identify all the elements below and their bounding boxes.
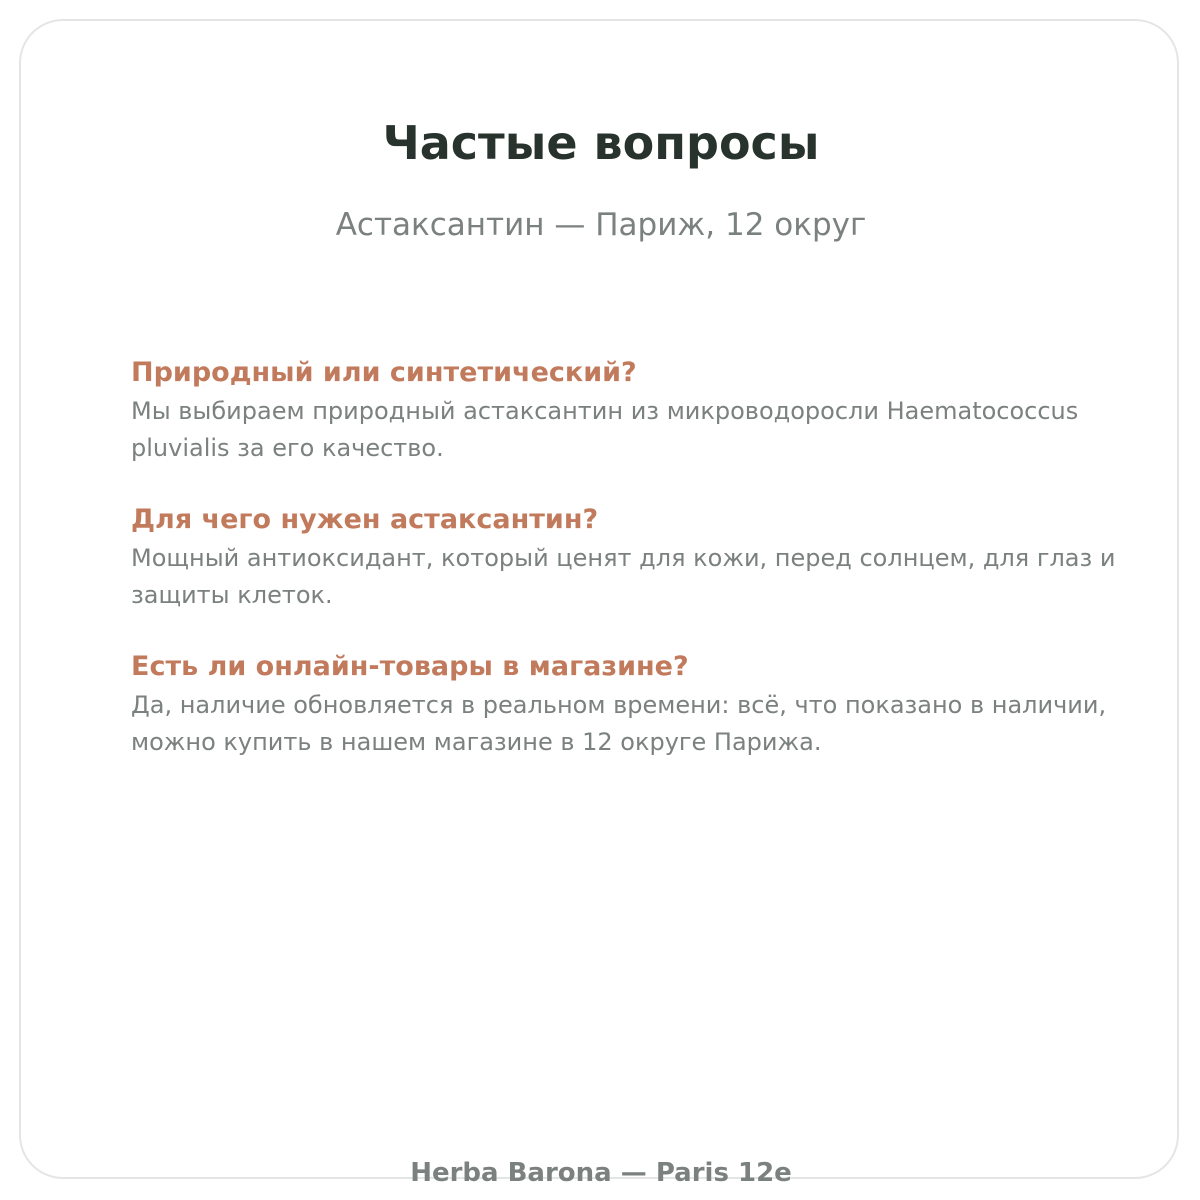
faq-question: Есть ли онлайн-товары в магазине? [131,651,689,682]
faq-question: Природный или синтетический? [131,357,637,388]
faq-answer: Да, наличие обновляется в реальном времени: всё, что показано в наличии, можно купить в нашем магазине в 12 округе Парижа. [131,691,1107,756]
faq-answer: Мощный антиоксидант, который ценят для кожи, перед солнцем, для глаз и защиты клеток. [131,544,1116,609]
faq-list [131,353,1131,794]
faq-item [131,647,1131,761]
faq-card [19,19,1179,1188]
footer-brand: Herba Barona — Paris 12e [410,1158,792,1188]
page-title: Частые вопросы [382,116,820,170]
faq-question: Для чего нужен астаксантин? [131,504,599,535]
faq-item [131,353,1131,467]
faq-item [131,500,1131,614]
faq-answer: Мы выбираем природный астаксантин из микроводоросли Haematococcus pluvialis за его качество. [131,397,1079,462]
page-subtitle: Астаксантин — Париж, 12 округ [335,207,867,243]
